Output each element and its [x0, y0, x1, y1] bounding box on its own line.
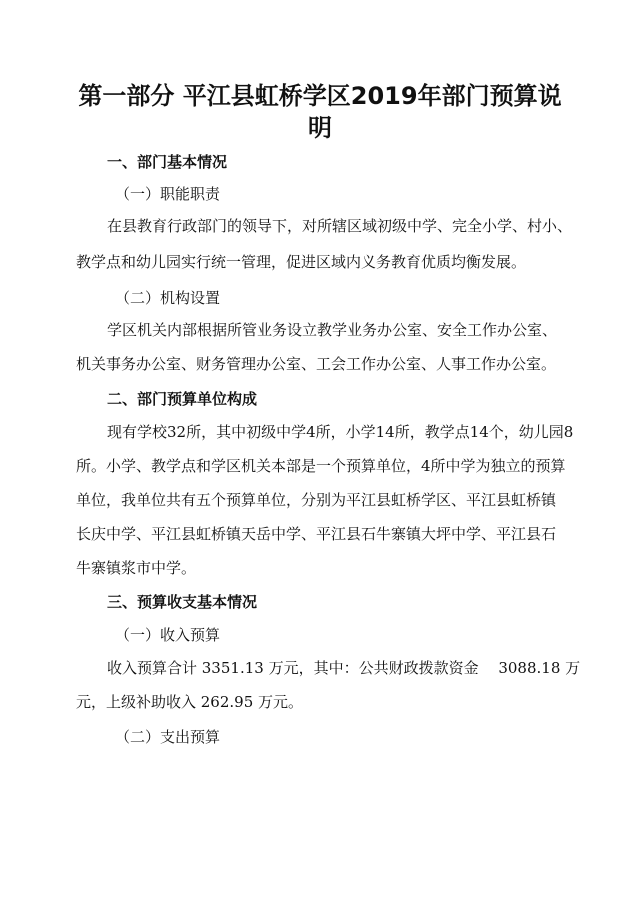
- paragraph-line: 教学点和幼儿园实行统一管理，促进区域内义务教育优质均衡发展。: [76, 253, 527, 271]
- paragraph-line: 在县教育行政部门的领导下，对所辖区域初级中学、完全小学、村小、: [107, 217, 573, 235]
- paragraph-line: 机关事务办公室、财务管理办公室、工会工作办公室、人事工作办公室。: [76, 355, 557, 373]
- paragraph-line: 单位，我单位共有五个预算单位，分别为平江县虹桥学区、平江县虹桥镇: [76, 491, 557, 509]
- section-heading-2: 二、部门预算单位构成: [107, 390, 258, 408]
- subsection-heading-income: （一）收入预算: [115, 626, 221, 644]
- paragraph-line: 所。小学、教学点和学区机关本部是一个预算单位，4所中学为独立的预算: [76, 457, 566, 475]
- subsection-heading-expenditure: （二）支出预算: [115, 728, 221, 746]
- paragraph-line: 元，上级补助收入 262.95 万元。: [76, 693, 304, 711]
- document-title-line-2: 明: [308, 114, 332, 142]
- subsection-heading-functions: （一）职能职责: [115, 185, 221, 203]
- document-title-line-1: 第一部分 平江县虹桥学区2019年部门预算说: [78, 82, 562, 110]
- paragraph-line: 现有学校32所，其中初级中学4所，小学14所，教学点14个，幼儿园8: [107, 423, 574, 441]
- paragraph-line: 牛寨镇浆市中学。: [76, 559, 197, 577]
- paragraph-line: 长庆中学、平江县虹桥镇天岳中学、平江县石牛寨镇大坪中学、平江县石: [76, 525, 557, 543]
- subsection-heading-organization: （二）机构设置: [115, 289, 221, 307]
- paragraph-line: 收入预算合计 3351.13 万元，其中：公共财政拨款资金 3088.18 万: [107, 659, 581, 677]
- section-heading-3: 三、预算收支基本情况: [107, 593, 258, 611]
- paragraph-line: 学区机关内部根据所管业务设立教学业务办公室、安全工作办公室、: [107, 321, 558, 339]
- section-heading-1: 一、部门基本情况: [107, 153, 228, 171]
